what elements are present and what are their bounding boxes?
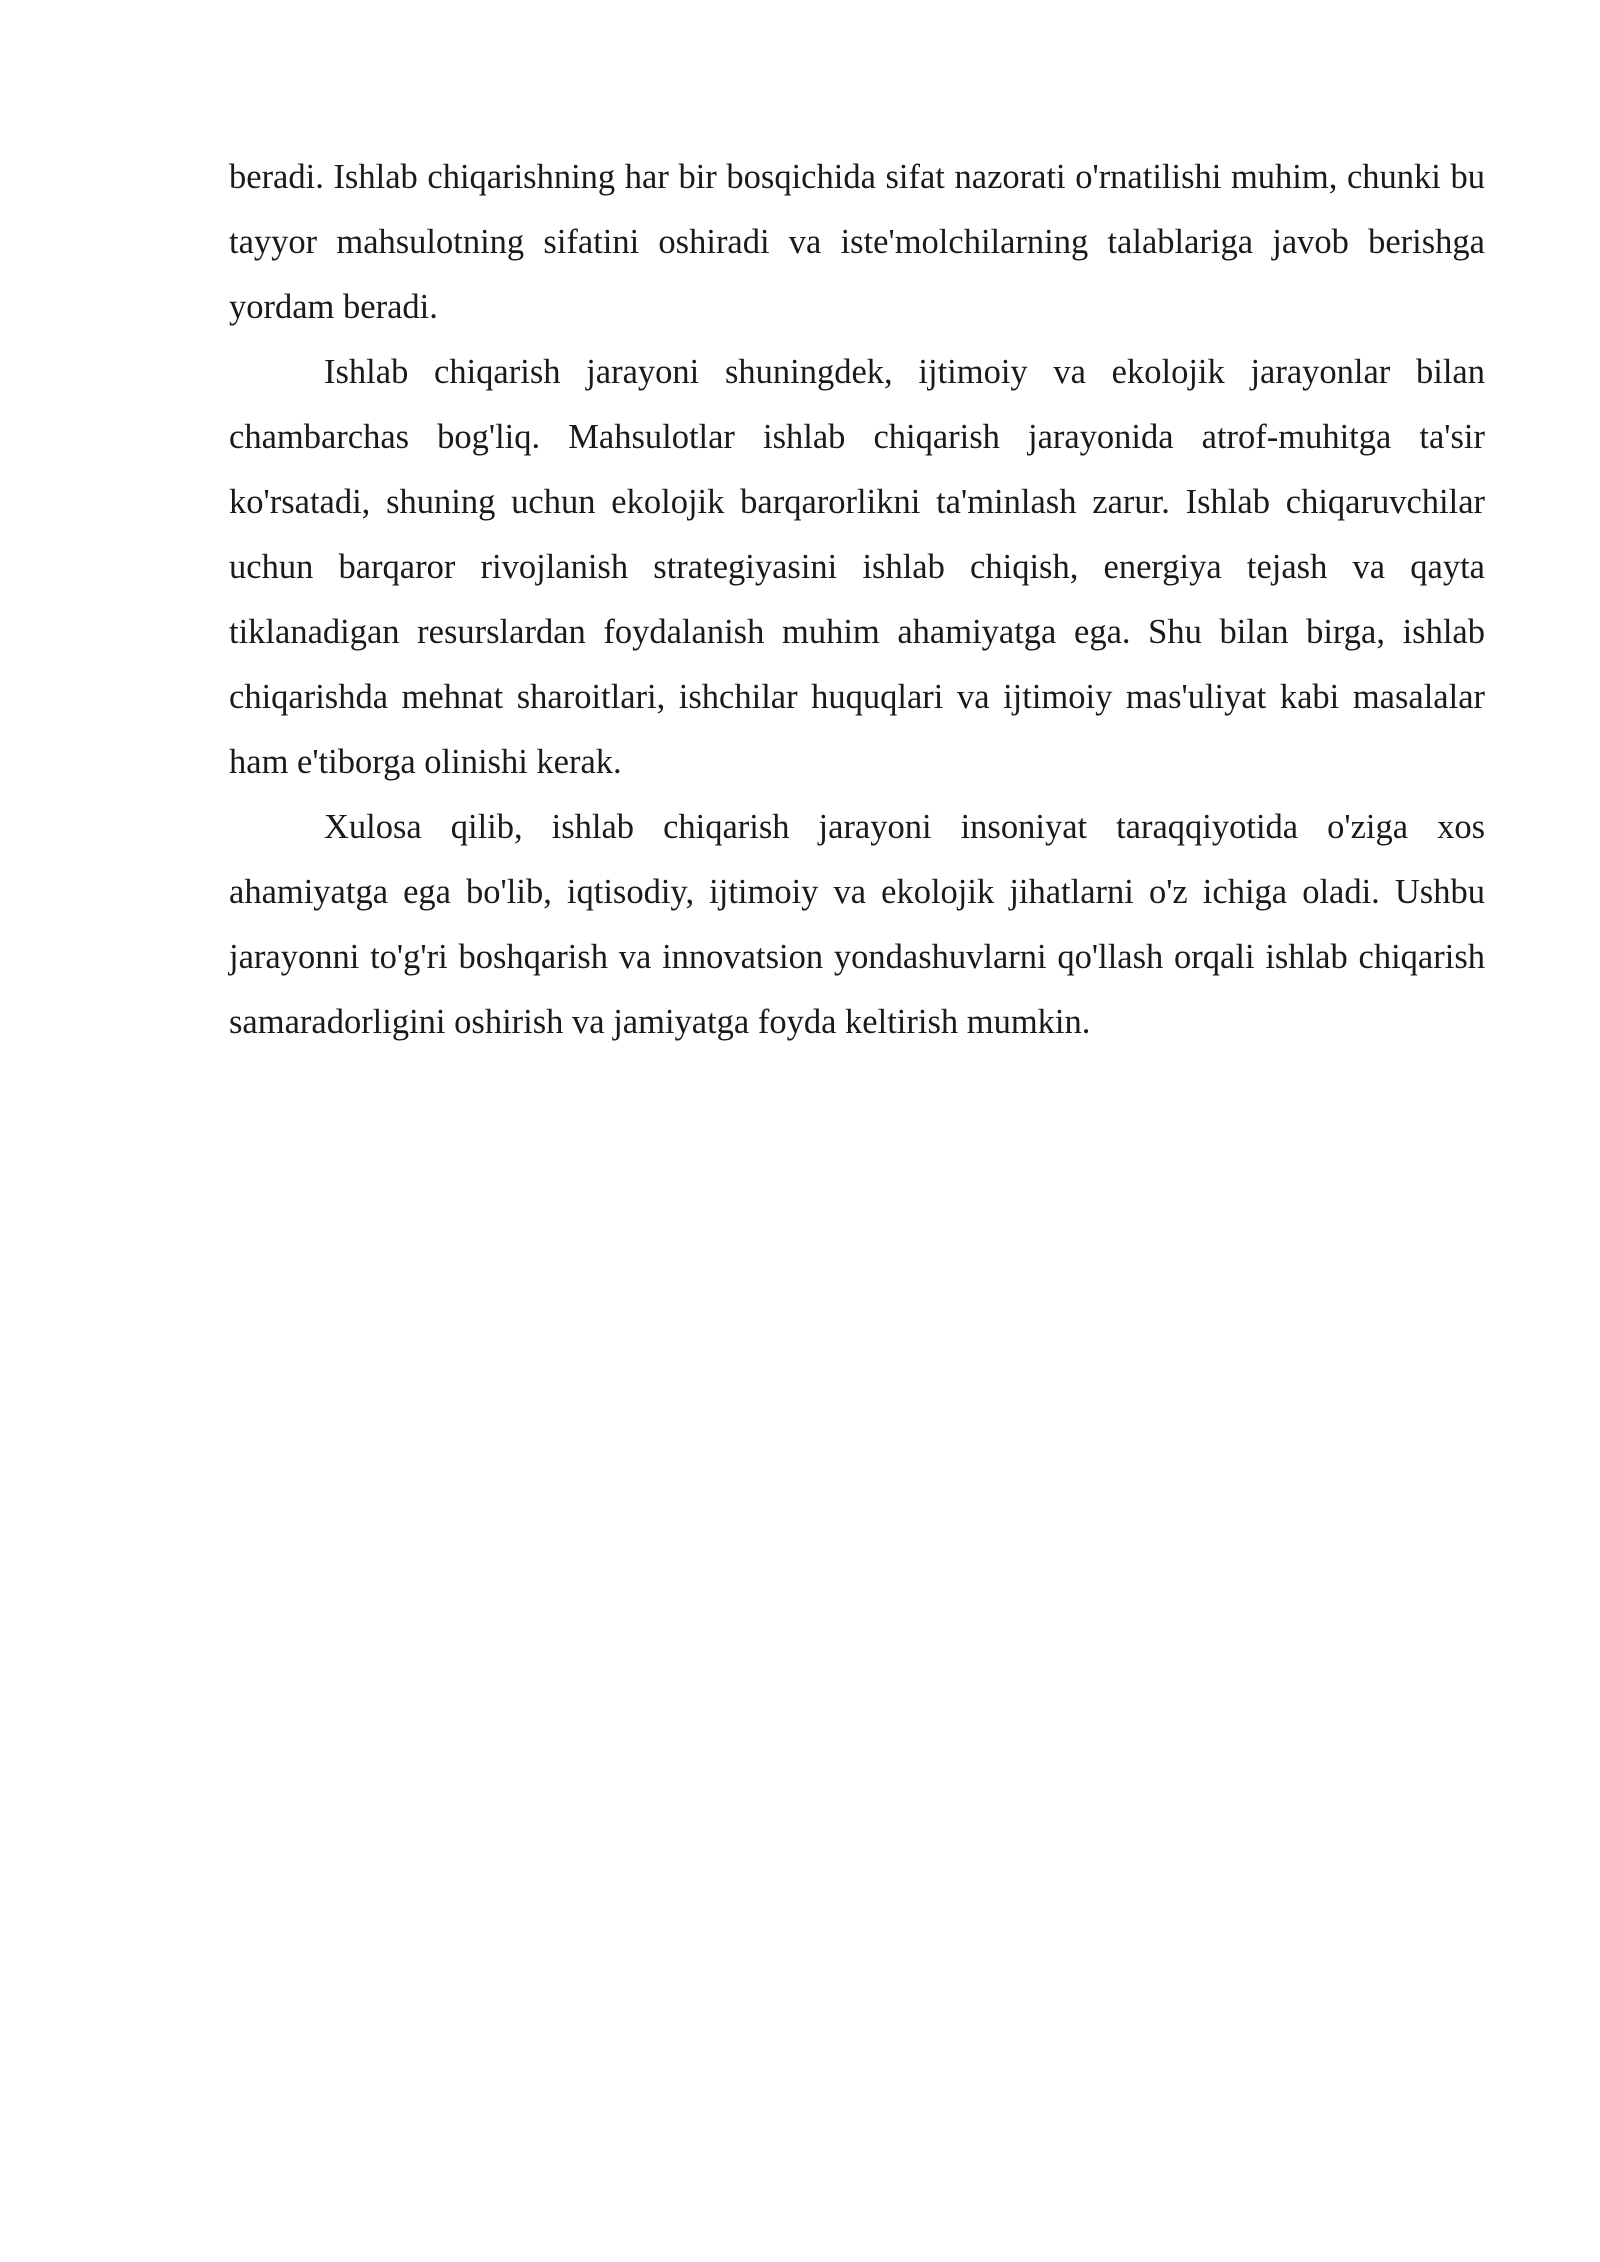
- paragraph-conclusion: Xulosa qilib, ishlab chiqarish jarayoni insoniyat taraqqiyotida o'ziga xos ahamiyatga ega bo'lib, iqtisodiy, ijtimoiy va ekolojik jihatlarni o'z ichiga oladi. Ushbu jarayonni to'g'ri boshqarish va innovatsion yondashuvlarni qo'llash orqali ishlab chiqarish samaradorligini oshirish va jamiyatga foyda keltirish mumkin.: [229, 808, 1485, 1041]
- document-body: [229, 145, 1485, 1055]
- paragraph-environment: Ishlab chiqarish jarayoni shuningdek, ijtimoiy va ekolojik jarayonlar bilan chambarchas bog'liq. Mahsulotlar ishlab chiqarish jarayonida atrof-muhitga ta'sir ko'rsatadi, shuning uchun ekolojik barqarorlikni ta'minlash zarur. Ishlab chiqaruvchilar uchun barqaror rivojlanish strategiyasini ishlab chiqish, energiya tejash va qayta tiklanadigan resurslardan foydalanish muhim ahamiyatga ega. Shu bilan birga, ishlab chiqarishda mehnat sharoitlari, ishchilar huquqlari va ijtimoiy mas'uliyat kabi masalalar ham e'tiborga olinishi kerak.: [229, 353, 1485, 781]
- paragraph-continuation: beradi. Ishlab chiqarishning har bir bosqichida sifat nazorati o'rnatilishi muhim, chunki bu tayyor mahsulotning sifatini oshiradi va iste'molchilarning talablariga javob berishga yordam beradi.: [229, 158, 1485, 326]
